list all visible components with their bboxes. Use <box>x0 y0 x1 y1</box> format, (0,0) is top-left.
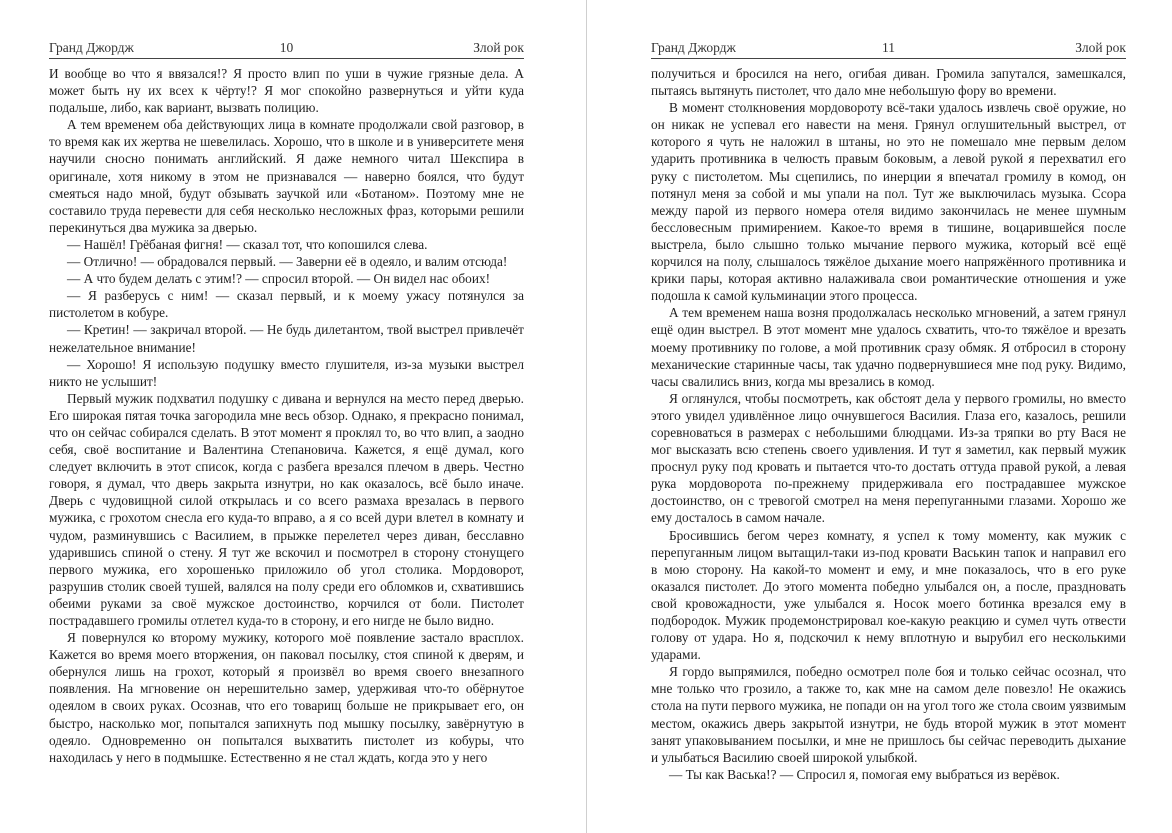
paragraph: — Ты как Васька!? — Спросил я, помогая ему выбраться из верёвок. <box>669 766 1060 782</box>
right-page <box>651 0 1126 833</box>
paragraph: И вообще во что я ввязался!? Я просто влип по уши в чужие грязные дела. А может быть ну их всех к чёрту!? Я мог спокойно развернуться и уйти куда подальше, либо, как вариант, вызвать полицию. <box>49 66 524 116</box>
header-author: Гранд Джордж <box>651 40 736 55</box>
paragraph: получиться и бросился на него, огибая диван. Громила запутался, замешкался, пытаясь вытянуть пистолет, что дало мне небольшую фору во времени. <box>651 66 1126 99</box>
paragraph: — Я разберусь с ним! — сказал первый, и к моему ужасу потянулся за пистолетом в кобуре. <box>49 288 524 321</box>
header-title: Злой рок <box>1075 40 1126 55</box>
paragraph: А тем временем наша возня продолжалась несколько мгновений, а затем грянул ещё один выстрел. В этот момент мне удалось схватить, что-то тяжёлое и врезать моему противнику по голове, а мой противник сразу обмяк. Я отбросил в сторону механические старинные часы, так удачно подвернувшиеся мне под руку. Видимо, часы свалились вниз, когда мы врезались в комод. <box>651 305 1126 389</box>
running-header <box>651 40 1126 59</box>
page-body <box>49 65 524 766</box>
paragraph: А тем временем оба действующих лица в комнате продолжали свой разговор, в то время как их жертва не шевелилась. Хорошо, что в школе и в университете меня научили сносно понимать английский. Я даже немного читал Шекспира в оригинале, хотя никому в этом не признавался — наверно боялся, что будут смеяться надо мной, будут обзывать заучкой или «Ботаном». Поэтому мне не составило труда перевести для себя несколько несложных фраз, которыми решили перекинуться два мужика за дверью. <box>49 117 524 235</box>
running-header <box>49 40 524 59</box>
paragraph: Первый мужик подхватил подушку с дивана и вернулся на место перед дверью. Его широкая пятая точка загородила мне весь обзор. Однако, я прекрасно понимал, что он сейчас собирался сделать. В этот момент я проклял то, во что влип, а заодно себя, своё воспитание и Валентина Степановича. Кажется, я ещё думал, кого следует включить в этот список, когда с разбега врезался плечом в дверь. Честно говоря, я думал, что дверь закрыта изнутри, но как оказалось, всё было иначе. Дверь с чудовищной силой открылась и со всего размаха врезалась в первого мужика, с грохотом снесла его куда-то вправо, а я со всей дури влетел в комнату и чудом, разминувшись с Василием, в прыжке перелетел через диван, бесславно ударившись спиной о стену. Я тут же вскочил и посмотрел в сторону стонущего первого мужика, его хорошенько приложило об угол столика. Мордоворот, разрушив столик своей тушей, валялся на полу среди его обломков и, схватившись обеими руками за своё мужское достоинство, корчился от боли. Пистолет пострадавшего громилы отлетел куда-то в сторону, и его нигде не было видно. <box>49 390 524 628</box>
paragraph: — Нашёл! Грёбаная фигня! — сказал тот, что копошился слева. <box>67 236 428 252</box>
page-number: 11 <box>882 40 895 55</box>
header-title: Злой рок <box>473 40 524 55</box>
book-spine <box>586 0 587 833</box>
left-page <box>49 0 524 833</box>
paragraph: Я повернулся ко второму мужику, которого моё появление застало врасплох. Кажется во время моего вторжения, он паковал посылку, стоя спиной к дверям, и обернулся лишь на грохот, который я произвёл во время своего внезапного появления. На мгновение он нерешительно замер, удерживая что-то обёрнутое одеялом в своих руках. Осознав, что его товарищ больше не прикрывает его, он быстро, насколько мог, попытался запихнуть под мышку посылку, завёрнутую в одеяло. Одновременно он попытался выхватить пистолет из кобуры, что находилась у него в подмышке. Естественно я не стал ждать, когда это у него <box>49 630 524 765</box>
header-author: Гранд Джордж <box>49 40 134 55</box>
paragraph: — Кретин! — закричал второй. — Не будь дилетантом, твой выстрел привлечёт нежелательное внимание! <box>49 322 524 355</box>
paragraph: — Отлично! — обрадовался первый. — Заверни её в одеяло, и валим отсюда! <box>67 254 508 270</box>
paragraph: — А что будем делать с этим!? — спросил второй. — Он видел нас обоих! <box>67 271 491 287</box>
paragraph: — Хорошо! Я использую подушку вместо глушителя, из-за музыки выстрел никто не услышит! <box>49 356 524 389</box>
paragraph: Я гордо выпрямился, победно осмотрел поле боя и только сейчас осознал, что мне только что грозило, а также то, как мне на самом деле повезло! Не окажись стола на пути первого мужика, не попади он на угол того же стола своим уязвимым местом, окажись дверь закрытой изнутри, не будь второй мужик в этот момент занят упаковыванием посылки, и мне не пришлось бы сейчас переводить дыхание и улыбаться Василию своей широкой улыбкой. <box>651 664 1126 765</box>
paragraph: В момент столкновения мордовороту всё-таки удалось извлечь своё оружие, но он никак не успевал его навести на меня. Грянул оглушительный выстрел, от которого я чуть не наложил в штаны, но это не помешало мне первым делом ударить противника в челюсть правым боковым, а левой рукой я перехватил его руку с пистолетом. Мы сцепились, по инерции я впечатал громилу в комод, он потянул меня за собой и мы упали на пол. Тут же выключилась музыка. Ссора между парой из первого номера отеля видимо закончилась не менее шумным бессловесным примирением. Какое-то время в тишине, воцарившейся после выстрела, было слышно только мычание первого мужика, который всё ещё корчился на полу, слышалось тяжёлое дыхание моего напряжённого противника и крики пары, которая активно налаживала свои романтические отношения и уже подошла к самой кульминации этого процесса. <box>651 100 1126 304</box>
paragraph: Бросившись бегом через комнату, я успел к тому моменту, как мужик с перепуганным лицом вытащил-таки из-под кровати Васькин тапок и направил его в мою сторону. На какой-то момент и ему, и мне показалось, что в его руке оказался пистолет. До этого момента победно улыбался он, а после, праздновать свой кровожадности, уже улыбался я. Носок моего ботинка врезался ему в подбородок. Мужик продемонстрировал кое-какую реакцию и сумел чуть отвести голову от удара. Но я, подскочил к нему вплотную и вырубил его несколькими ударами. <box>651 527 1126 663</box>
page-body <box>651 65 1126 783</box>
paragraph: Я оглянулся, чтобы посмотреть, как обстоят дела у первого громилы, но вместо этого увидел удивлённое лицо очнувшегося Василия. Глаза его, казалось, решили соревноваться в размерах с небольшими блюдцами. Из-за тряпки во рту Вася не мог высказать всю степень своего удивления. И тут я заметил, как первый мужик проснул руку под кровать и пытается что-то достать оттуда правой рукой, а левая рука мордоворота по-прежнему придерживала его пострадавшее мужское достоинство, он с тревогой смотрел на меня перепуганными глазами. Хорошо же ему досталось в самом начале. <box>651 390 1126 526</box>
page-number: 10 <box>279 40 294 55</box>
